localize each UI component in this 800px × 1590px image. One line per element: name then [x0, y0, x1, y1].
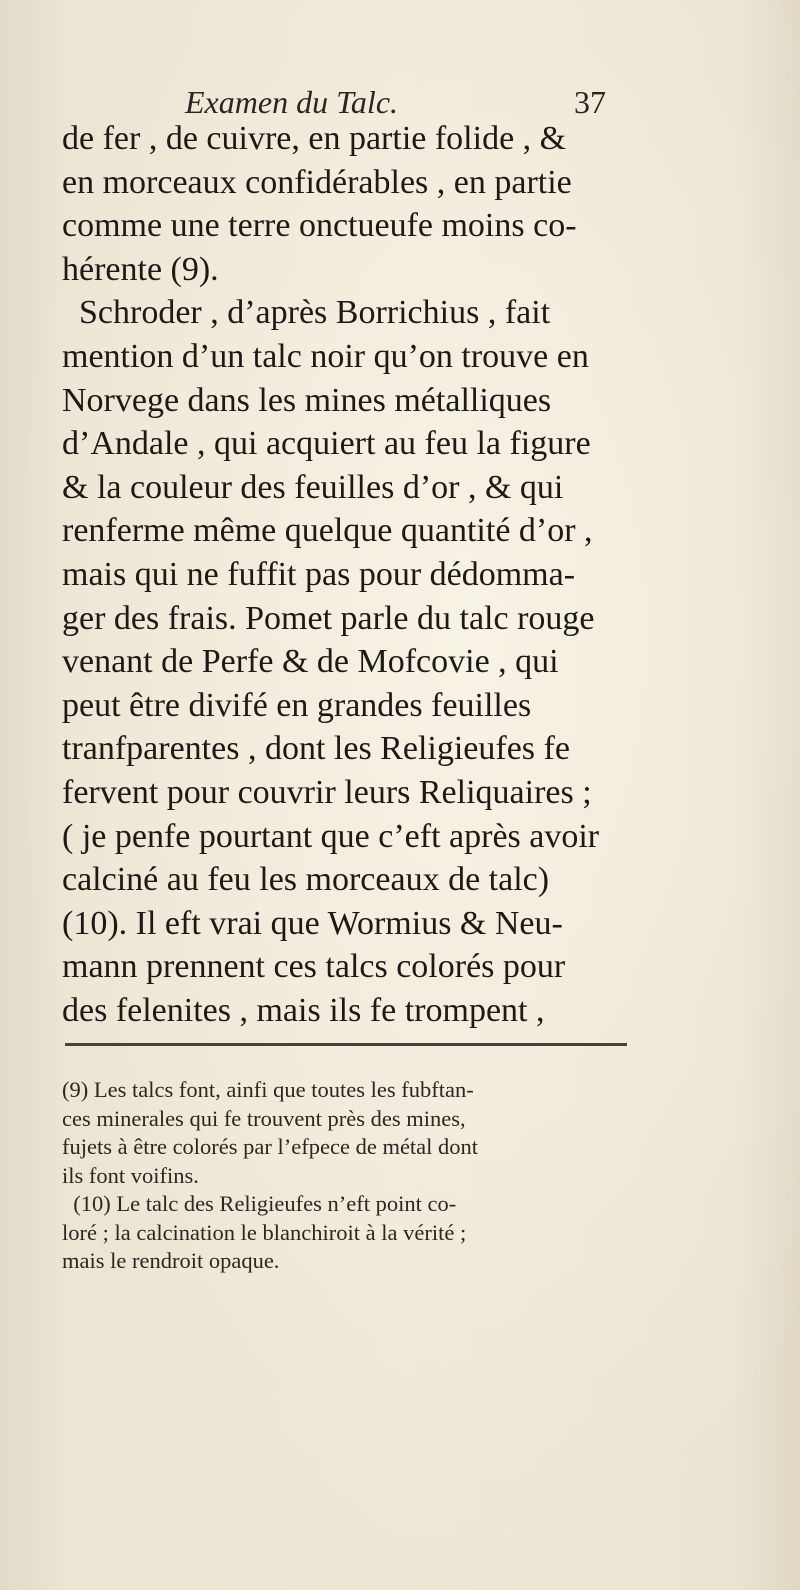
text-line: ger des frais. Pomet parle du talc rouge	[62, 599, 595, 637]
text-line: d’Andale , qui acquiert au feu la figure	[62, 425, 591, 463]
text-line: mais qui ne fuffit pas pour dédomma-	[62, 555, 576, 593]
text-line: comme une terre onctueufe moins co-	[62, 207, 577, 245]
footnote-line: fujets à être colorés par l’efpece de métal dont	[62, 1134, 479, 1159]
text-line: hérente (9).	[62, 250, 219, 288]
footnote-line: ces minerales qui fe trouvent près des mines,	[62, 1105, 466, 1131]
text-line: en morceaux confidérables , en partie	[62, 163, 572, 201]
text-line: mention d’un talc noir qu’on trouve en	[62, 337, 589, 375]
text-line: venant de Perfe & de Mofcovie , qui	[62, 643, 559, 681]
footnote-line: (9) Les talcs font, ainfi que toutes les fubftan-	[62, 1077, 474, 1102]
footnotes	[62, 1076, 632, 1276]
text-line: calciné au feu les morceaux de talc)	[62, 861, 550, 899]
text-line: tranfparentes , dont les Religieufes fe	[62, 730, 570, 768]
footnote-rule	[65, 1043, 627, 1046]
footnote-line: ils font voifins.	[62, 1162, 199, 1188]
text-line: des felenites , mais ils fe trompent ,	[62, 991, 545, 1029]
text-line: de fer , de cuivre, en partie folide , &	[62, 120, 567, 157]
text-line: renferme même quelque quantité d’or ,	[62, 512, 593, 550]
footnote-line: (10) Le talc des Religieufes n’eft point co-	[62, 1191, 457, 1216]
footnote-line: loré ; la calcination le blanchiroit à la vérité ;	[62, 1219, 467, 1245]
page-number: 37	[574, 84, 606, 120]
footnote-line: mais le rendroit opaque.	[62, 1248, 280, 1273]
text-line: ( je penfe pourtant que c’eft après avoir	[62, 817, 600, 855]
main-text	[62, 117, 632, 1032]
text-line: Schroder , d’après Borrichius , fait	[62, 294, 551, 332]
text-line: peut être divifé en grandes feuilles	[62, 686, 532, 724]
running-title: Examen du Talc.	[185, 84, 399, 120]
text-line: (10). Il eft vrai que Wormius & Neu-	[62, 904, 563, 942]
text-line: fervent pour couvrir leurs Reliquaires ;	[62, 773, 592, 811]
text-line: mann prennent ces talcs colorés pour	[62, 948, 566, 986]
text-line: Norvege dans les mines métalliques	[62, 381, 552, 419]
text-line: & la couleur des feuilles d’or , & qui	[62, 468, 564, 506]
